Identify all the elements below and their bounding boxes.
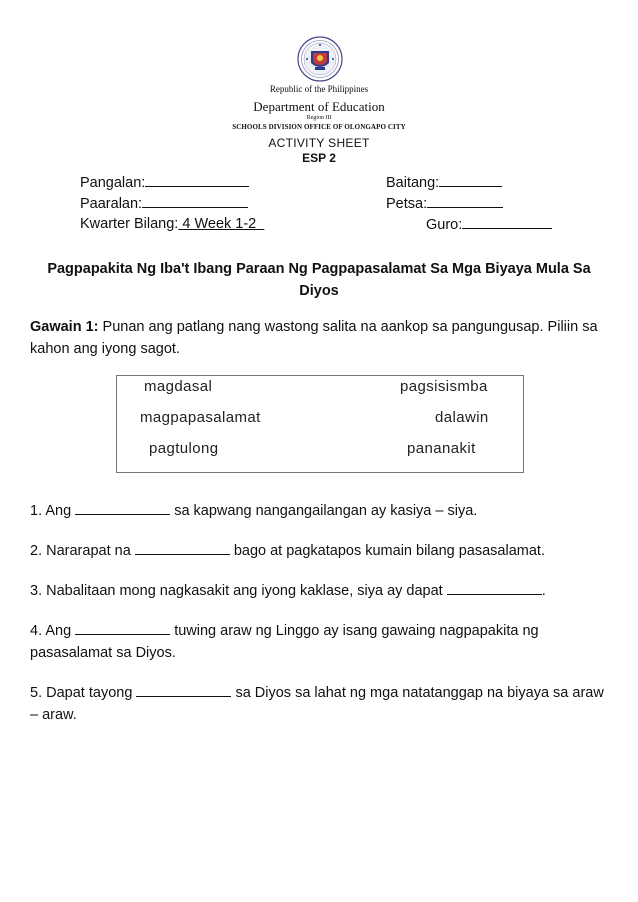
pangalan-label: Pangalan: (80, 175, 146, 191)
baitang-blank[interactable] (439, 174, 502, 187)
petsa-field[interactable] (386, 195, 503, 212)
question-item-1 (30, 500, 615, 522)
item-number: 2. (30, 543, 43, 559)
gawain-instruction (30, 316, 615, 360)
item-text-before: Nabalitaan mong nagkasakit ang iyong kaklase, siya ay dapat (46, 583, 443, 599)
paaralan-field[interactable] (80, 195, 248, 212)
kwarter-label: Kwarter Bilang: (80, 216, 179, 232)
guro-label: Guro: (426, 217, 463, 233)
item-text-after: sa Diyos sa lahat ng mga natatanggap na biyaya sa araw – araw. (30, 685, 604, 723)
gawain-text: Punan ang patlang nang wastong salita na aankop sa pangungusap. Piliin sa kahon ang iyong sagot. (30, 319, 598, 357)
question-item-3 (30, 580, 615, 602)
paaralan-label: Paaralan: (80, 196, 143, 212)
item-number: 4. (30, 623, 43, 639)
word-choice[interactable]: magpapasalamat (140, 409, 261, 426)
answer-blank[interactable] (447, 582, 542, 595)
kwarter-field[interactable] (80, 216, 264, 232)
pangalan-field[interactable] (80, 174, 249, 191)
item-text-after: tuwing araw ng Linggo ay isang gawaing nagpapakita ng pasasalamat sa Diyos. (30, 623, 539, 661)
pangalan-blank[interactable] (145, 174, 249, 187)
word-choice[interactable]: dalawin (435, 409, 489, 426)
activity-sheet-title: ACTIVITY SHEET (268, 136, 370, 150)
answer-blank[interactable] (75, 622, 170, 635)
baitang-label: Baitang: (386, 175, 440, 191)
item-number: 3. (30, 583, 43, 599)
lesson-title: Pagpapakita Ng Iba't Ibang Paraan Ng Pagpapasalamat Sa Mga Biyaya Mula Sa Diyos (47, 261, 591, 299)
petsa-blank[interactable] (427, 195, 503, 208)
item-text-before: Ang (45, 623, 72, 639)
department-text: Department of Education (253, 99, 385, 114)
answer-blank[interactable] (136, 684, 231, 697)
division-text: SCHOOLS DIVISION OFFICE OF OLONGAPO CITY (232, 123, 406, 131)
paaralan-blank[interactable] (142, 195, 248, 208)
item-text-before: Dapat tayong (46, 685, 133, 701)
item-text-after: . (541, 583, 546, 599)
question-item-2 (30, 540, 615, 562)
question-item-5 (30, 682, 615, 726)
kwarter-value: 4 Week 1-2 (182, 216, 257, 232)
republic-text: Republic of the Philippines (269, 84, 369, 94)
word-choice[interactable]: pagtulong (149, 440, 219, 457)
answer-blank[interactable] (75, 502, 170, 515)
subject-title: ESP 2 (302, 151, 336, 165)
item-number: 1. (30, 503, 43, 519)
guro-field[interactable] (426, 216, 552, 233)
word-choice[interactable]: magdasal (144, 378, 213, 395)
item-text-before: Ang (45, 503, 72, 519)
item-text-after: bago at pagkatapos kumain bilang pasasalamat. (233, 543, 545, 559)
answer-blank[interactable] (135, 542, 230, 555)
guro-blank[interactable] (462, 216, 552, 229)
item-text-after: sa kapwang nangangailangan ay kasiya – siya. (174, 503, 478, 519)
item-number: 5. (30, 685, 43, 701)
question-item-4 (30, 620, 615, 664)
baitang-field[interactable] (386, 174, 502, 191)
petsa-label: Petsa: (386, 196, 428, 212)
word-choice[interactable]: pananakit (407, 440, 476, 457)
item-text-before: Nararapat na (46, 543, 131, 559)
gawain-label: Gawain 1: (30, 319, 99, 335)
region-text: Region III (306, 115, 332, 121)
word-choice[interactable]: pagsisismba (400, 378, 488, 395)
deped-seal-logo (297, 36, 343, 82)
